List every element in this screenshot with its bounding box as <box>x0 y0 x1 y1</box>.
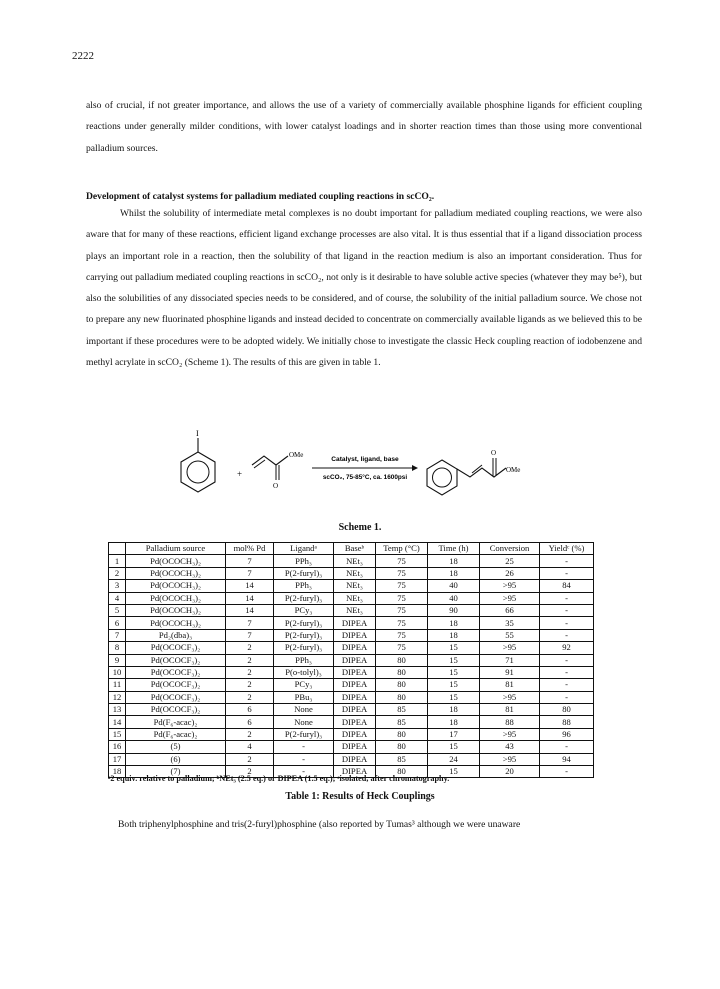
table-cell: DIPEA <box>334 666 376 678</box>
table-cell: Pd(OCOCF₃)₂ <box>126 642 226 654</box>
table-cell: - <box>540 567 594 579</box>
table-cell: 81 <box>480 704 540 716</box>
table-cell: (7) <box>126 766 226 778</box>
methyl-acrylate-structure <box>252 451 303 490</box>
table-cell: 26 <box>480 567 540 579</box>
table-cell: PBu₃ <box>274 691 334 703</box>
table-cell: 75 <box>376 604 428 616</box>
table-cell: - <box>540 679 594 691</box>
table-cell: 84 <box>540 580 594 592</box>
table-cell: NEt₃ <box>334 592 376 604</box>
table-cell: 2 <box>226 691 274 703</box>
table-cell: 20 <box>480 766 540 778</box>
table-cell: 15 <box>109 728 126 740</box>
header-cell: Conversion <box>480 543 540 555</box>
table-cell: DIPEA <box>334 741 376 753</box>
plus-sign: + <box>237 469 243 479</box>
table-cell: - <box>540 592 594 604</box>
table-cell: 8 <box>109 642 126 654</box>
table-cell: 17 <box>428 728 480 740</box>
table-cell: 2 <box>226 766 274 778</box>
table-cell: 80 <box>376 666 428 678</box>
table-cell: 7 <box>226 555 274 567</box>
table-cell: DIPEA <box>334 766 376 778</box>
table-row <box>109 716 594 728</box>
table-cell: 15 <box>428 679 480 691</box>
table-cell: - <box>540 691 594 703</box>
table-row <box>109 642 594 654</box>
table-cell: P(2-furyl)₃ <box>274 617 334 629</box>
product-ome-label: OMe <box>506 466 521 474</box>
table-cell: P(2-furyl)₃ <box>274 592 334 604</box>
table-cell: DIPEA <box>334 679 376 691</box>
table-cell: 7 <box>226 567 274 579</box>
table-cell: 94 <box>540 753 594 765</box>
table-cell: >95 <box>480 691 540 703</box>
table-cell: Pd₂(dba)₃ <box>126 629 226 641</box>
table-cell: 15 <box>428 642 480 654</box>
product-o-label: O <box>491 449 497 457</box>
table-row <box>109 704 594 716</box>
table-row <box>109 592 594 604</box>
table-cell: 96 <box>540 728 594 740</box>
table-cell: NEt₃ <box>334 567 376 579</box>
table-cell: 91 <box>480 666 540 678</box>
table-cell: 75 <box>376 629 428 641</box>
table-cell: 14 <box>226 580 274 592</box>
table-cell: (5) <box>126 741 226 753</box>
table-row <box>109 555 594 567</box>
table-cell: 88 <box>540 716 594 728</box>
table-cell: 85 <box>376 753 428 765</box>
table-cell: 18 <box>428 567 480 579</box>
table-cell: DIPEA <box>334 716 376 728</box>
arrow-top-label: Catalyst, ligand, base <box>331 456 399 463</box>
table-cell: P(2-furyl)₃ <box>274 567 334 579</box>
table-cell: 80 <box>376 691 428 703</box>
table-cell: 81 <box>480 679 540 691</box>
table-cell: - <box>540 555 594 567</box>
table-cell: 6 <box>226 704 274 716</box>
table-cell: 2 <box>226 642 274 654</box>
table-cell: - <box>540 604 594 616</box>
table-caption: Table 1: Results of Heck Couplings <box>285 791 435 802</box>
product-structure <box>427 449 520 495</box>
table-row <box>109 567 594 579</box>
table-cell: 7 <box>226 629 274 641</box>
heck-results-table <box>108 542 594 778</box>
table-cell: 9 <box>109 654 126 666</box>
intro-paragraph: also of crucial, if not greater importance, and allows the use of a variety of commercially available phosphine ligands for efficient coupling reactions under generally milder conditions, with lower catalyst loadings and in shorter reaction times than those using more conventional palladium sources. <box>86 100 642 154</box>
table-cell: PPh₃ <box>274 654 334 666</box>
table-footnote: ᵃ2 equiv. relative to palladium; ᵇNEt₃ (2.5 eq.) or DIPEA (1.5 eq.); ᶜisolated, after chromatography. <box>108 774 450 783</box>
table-cell: 15 <box>428 766 480 778</box>
table-cell: Pd(OCOCH₃)₂ <box>126 617 226 629</box>
iodobenzene-structure <box>181 430 215 492</box>
table-cell: 14 <box>109 716 126 728</box>
table-cell: 88 <box>480 716 540 728</box>
table-cell: P(2-furyl)₃ <box>274 629 334 641</box>
table-cell: Pd(OCOCF₃)₂ <box>126 666 226 678</box>
header-cell: Time (h) <box>428 543 480 555</box>
table-header-row <box>109 543 594 555</box>
table-cell: DIPEA <box>334 654 376 666</box>
table-cell: 11 <box>109 679 126 691</box>
table-cell: DIPEA <box>334 642 376 654</box>
table-cell: 80 <box>376 679 428 691</box>
table-cell: 40 <box>428 592 480 604</box>
arrow-bottom-label: scCO₂, 75-85°C, ca. 1600psi <box>322 474 408 481</box>
table-cell: - <box>274 741 334 753</box>
header-cell: Baseᵇ <box>334 543 376 555</box>
table-cell: DIPEA <box>334 617 376 629</box>
table-cell: 18 <box>428 716 480 728</box>
page-number: 2222 <box>72 50 94 62</box>
table-cell: - <box>540 617 594 629</box>
table-row <box>109 666 594 678</box>
table-cell: >95 <box>480 580 540 592</box>
table-cell: - <box>540 654 594 666</box>
table-cell: 25 <box>480 555 540 567</box>
table-row <box>109 654 594 666</box>
table-cell: 15 <box>428 654 480 666</box>
table-cell: - <box>540 666 594 678</box>
table-cell: 1 <box>109 555 126 567</box>
table-cell: 2 <box>226 666 274 678</box>
table-cell: Pd(F₆-acac)₂ <box>126 716 226 728</box>
table-cell: 15 <box>428 741 480 753</box>
table-cell: Pd(OCOCH₃)₂ <box>126 580 226 592</box>
table-row <box>109 580 594 592</box>
table-cell: 12 <box>109 691 126 703</box>
table-cell: 18 <box>428 555 480 567</box>
table-cell: DIPEA <box>334 691 376 703</box>
table-row <box>109 691 594 703</box>
table-cell: 80 <box>376 766 428 778</box>
table-cell: Pd(F₆-acac)₂ <box>126 728 226 740</box>
table-cell: 75 <box>376 567 428 579</box>
table-cell: P(2-furyl)₃ <box>274 728 334 740</box>
table-cell: 80 <box>376 728 428 740</box>
table-cell: - <box>540 766 594 778</box>
table-cell: NEt₃ <box>334 555 376 567</box>
table-cell: 80 <box>376 654 428 666</box>
table-cell: 14 <box>226 592 274 604</box>
table-cell: 90 <box>428 604 480 616</box>
table-cell: PCy₃ <box>274 679 334 691</box>
header-cell <box>109 543 126 555</box>
table-cell: 80 <box>376 741 428 753</box>
table-cell: NEt₃ <box>334 580 376 592</box>
table-cell: 14 <box>226 604 274 616</box>
table-cell: Pd(OCOCF₃)₂ <box>126 704 226 716</box>
table-cell: 15 <box>428 691 480 703</box>
table-cell: 4 <box>226 741 274 753</box>
table-cell: 16 <box>109 741 126 753</box>
table-row <box>109 617 594 629</box>
table-row <box>109 753 594 765</box>
table-cell: PPh₃ <box>274 580 334 592</box>
table-cell: 7 <box>109 629 126 641</box>
table-cell: >95 <box>480 592 540 604</box>
table-cell: - <box>540 629 594 641</box>
heck-reaction-scheme <box>160 430 560 514</box>
table-cell: None <box>274 716 334 728</box>
body-paragraph: Whilst the solubility of intermediate metal complexes is no doubt important for palladium mediated coupling reactions, we were also aware that for many of these reactions, efficient ligand exchange processes are also vital. It is thus essential that if a ligand dissociation process plays an important role in a reaction, then the solubility of that ligand in the reaction medium is also an important consideration. Thus for carrying out palladium mediated coupling reactions in scCO₂, not only is it desirable to have soluble active species (whatever they may be⁵), but also the solubilities of any dissociated species needs to be considered, and of course, the solubility of the initial palladium source. We chose not to prepare any new fluorinated phosphine ligands and instead decided to concentrate on commercially available ligands as we believed this to be important if these procedures were to be adopted widely. We initially chose to investigate the classic Heck coupling reaction of iodobenzene and methyl acrylate in scCO₂ (Scheme 1). The results of this are given in table 1. <box>86 208 642 369</box>
table-body <box>109 555 594 778</box>
table-cell: 71 <box>480 654 540 666</box>
table-cell: 5 <box>109 604 126 616</box>
table-cell: Pd(OCOCH₃)₂ <box>126 555 226 567</box>
table-cell: >95 <box>480 728 540 740</box>
table-row <box>109 679 594 691</box>
table-cell: 55 <box>480 629 540 641</box>
table-cell: >95 <box>480 753 540 765</box>
scheme-caption: Scheme 1. <box>338 522 382 533</box>
table-cell: 13 <box>109 704 126 716</box>
table-cell: 2 <box>226 728 274 740</box>
table-cell: 18 <box>428 704 480 716</box>
table-cell: >95 <box>480 642 540 654</box>
table-cell: 43 <box>480 741 540 753</box>
table-cell: P(2-furyl)₃ <box>274 642 334 654</box>
header-cell: Temp (°C) <box>376 543 428 555</box>
table-cell: - <box>540 741 594 753</box>
table-cell: 75 <box>376 580 428 592</box>
table-cell: 10 <box>109 666 126 678</box>
table-cell: 2 <box>226 654 274 666</box>
table-cell: 75 <box>376 642 428 654</box>
table-cell: 35 <box>480 617 540 629</box>
table-cell: 18 <box>109 766 126 778</box>
table-cell: PCy₃ <box>274 604 334 616</box>
table-cell: 75 <box>376 555 428 567</box>
final-paragraph: Both triphenylphosphine and tris(2-furyl)phosphine (also reported by Tumas³ although we were unaware <box>118 819 521 830</box>
table-cell: Pd(OCOCH₃)₂ <box>126 592 226 604</box>
table-cell: Pd(OCOCH₃)₂ <box>126 604 226 616</box>
header-cell: mol% Pd <box>226 543 274 555</box>
reagent-ome-label: OMe <box>289 451 304 459</box>
table-cell: 75 <box>376 617 428 629</box>
table-cell: DIPEA <box>334 728 376 740</box>
table-cell: 3 <box>109 580 126 592</box>
table-cell: DIPEA <box>334 704 376 716</box>
table-cell: - <box>274 766 334 778</box>
table-cell: 2 <box>226 679 274 691</box>
table-cell: 85 <box>376 716 428 728</box>
iodo-label: I <box>196 430 199 438</box>
table-row <box>109 629 594 641</box>
table-cell: 2 <box>226 753 274 765</box>
header-cell: Ligandᵃ <box>274 543 334 555</box>
table-cell: 85 <box>376 704 428 716</box>
table-cell: Pd(OCOCF₃)₂ <box>126 654 226 666</box>
table-cell: P(o-tolyl)₃ <box>274 666 334 678</box>
section-heading: Development of catalyst systems for palladium mediated coupling reactions in scCO₂. <box>86 191 435 202</box>
carbonyl-o-label: O <box>273 482 279 490</box>
table-cell: - <box>274 753 334 765</box>
table-cell: 6 <box>226 716 274 728</box>
header-cell: Palladium source <box>126 543 226 555</box>
table-cell: 15 <box>428 666 480 678</box>
table-row <box>109 741 594 753</box>
table-cell: None <box>274 704 334 716</box>
table-cell: Pd(OCOCF₃)₂ <box>126 691 226 703</box>
table-cell: 40 <box>428 580 480 592</box>
table-cell: PPh₃ <box>274 555 334 567</box>
table-cell: 7 <box>226 617 274 629</box>
table-cell: 24 <box>428 753 480 765</box>
table-cell: 4 <box>109 592 126 604</box>
table-cell: 66 <box>480 604 540 616</box>
table-cell: NEt₃ <box>334 604 376 616</box>
table-cell: 75 <box>376 592 428 604</box>
table-cell: Pd(OCOCH₃)₂ <box>126 567 226 579</box>
table-cell: DIPEA <box>334 753 376 765</box>
header-cell: Yieldᶜ (%) <box>540 543 594 555</box>
table-cell: Pd(OCOCF₃)₂ <box>126 679 226 691</box>
table-cell: (6) <box>126 753 226 765</box>
table-cell: 92 <box>540 642 594 654</box>
table-cell: 2 <box>109 567 126 579</box>
table-cell: 80 <box>540 704 594 716</box>
table-cell: 17 <box>109 753 126 765</box>
table-row <box>109 728 594 740</box>
table-cell: DIPEA <box>334 629 376 641</box>
table-cell: 18 <box>428 617 480 629</box>
table-row <box>109 604 594 616</box>
table-cell: 6 <box>109 617 126 629</box>
table-cell: 18 <box>428 629 480 641</box>
